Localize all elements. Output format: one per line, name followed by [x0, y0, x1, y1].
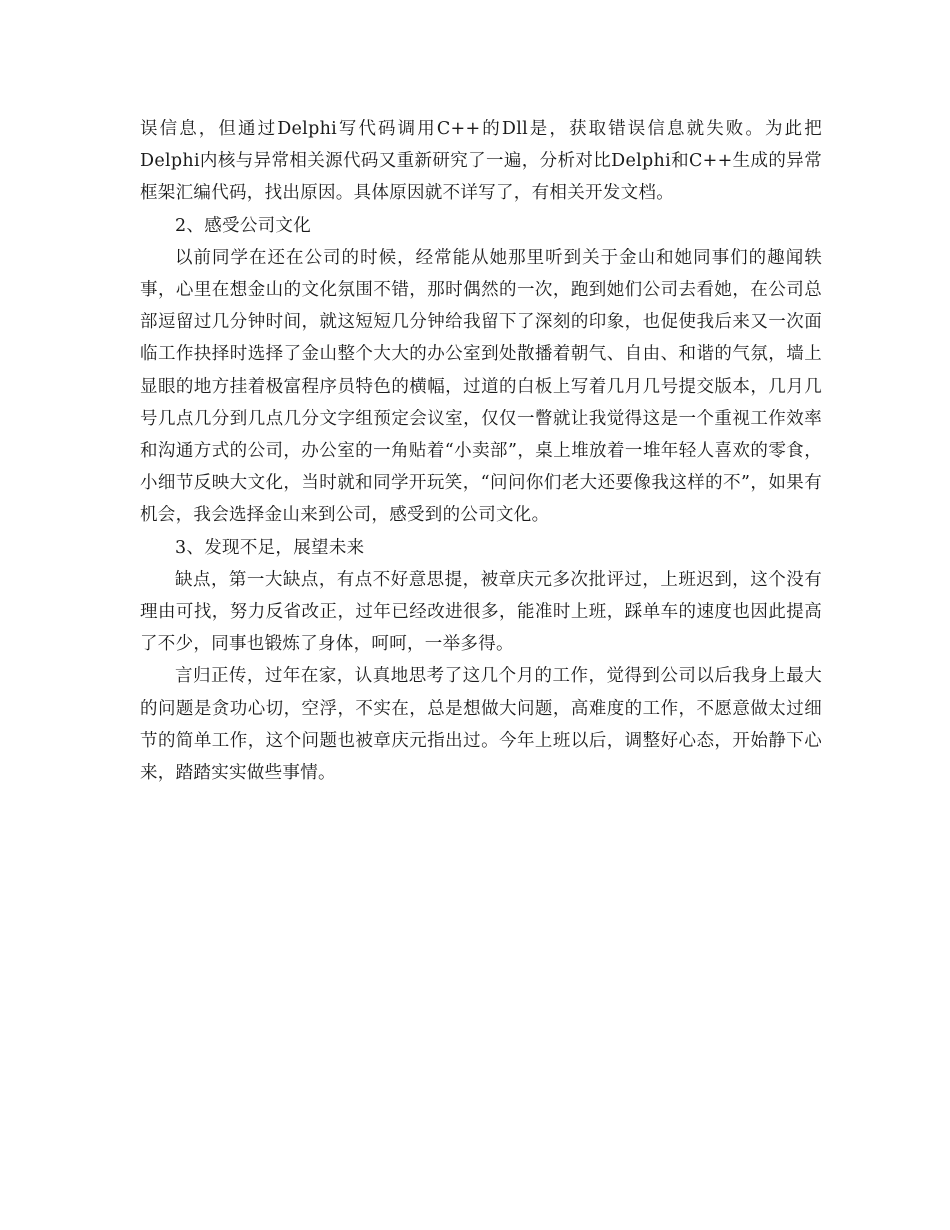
section-heading-company-culture: 2、感受公司文化	[175, 215, 312, 236]
document-body	[140, 113, 822, 789]
paragraph-company-culture: 以前同学在还在公司的时候，经常能从她那里听到关于金山和她同事们的趣闻轶事，心里在想金山的文化氛围不错，那时偶然的一次，跑到她们公司去看她，在公司总部逗留过几分钟时间，就这短短几分钟给我留下了深刻的印象，也促使我后来又一次面临工作抉择时选择了金山整个大大的办公室到处散播着朝气、自由、和谐的气氛，墙上显眼的地方挂着极富程序员特色的横幅，过道的白板上写着几月几号提交版本，几月几号几点几分到几点几分文字组预定会议室，仅仅一瞥就让我觉得这是一个重视工作效率和沟通方式的公司，办公室的一角贴着“小卖部”，桌上堆放着一堆年轻人喜欢的零食，小细节反映大文化，当时就和同学开玩笑，“问问你们老大还要像我这样的不”，如果有机会，我会选择金山来到公司，感受到的公司文化。	[140, 247, 822, 526]
paragraph-continuation: 误信息，但通过Delphi写代码调用C++的Dll是，获取错误信息就失败。为此把Delphi内核与异常相关源代码又重新研究了一遍，分析对比Delphi和C++生成的异常框架汇编代码，找出原因。具体原因就不详写了，有相关开发文档。	[140, 119, 822, 204]
section-heading-shortcomings: 3、发现不足，展望未来	[175, 537, 365, 558]
paragraph-reflection: 言归正传，过年在家，认真地思考了这几个月的工作，觉得到公司以后我身上最大的问题是贪功心切，空浮，不实在，总是想做大问题，高难度的工作，不愿意做太过细节的简单工作，这个问题也被章庆元指出过。今年上班以后，调整好心态，开始静下心来，踏踏实实做些事情。	[140, 666, 822, 784]
paragraph-shortcomings: 缺点，第一大缺点，有点不好意思提，被章庆元多次批评过，上班迟到，这个没有理由可找，努力反省改正，过年已经改进很多，能准时上班，踩单车的速度也因此提高了不少，同事也锻炼了身体，呵呵，一举多得。	[140, 569, 822, 655]
